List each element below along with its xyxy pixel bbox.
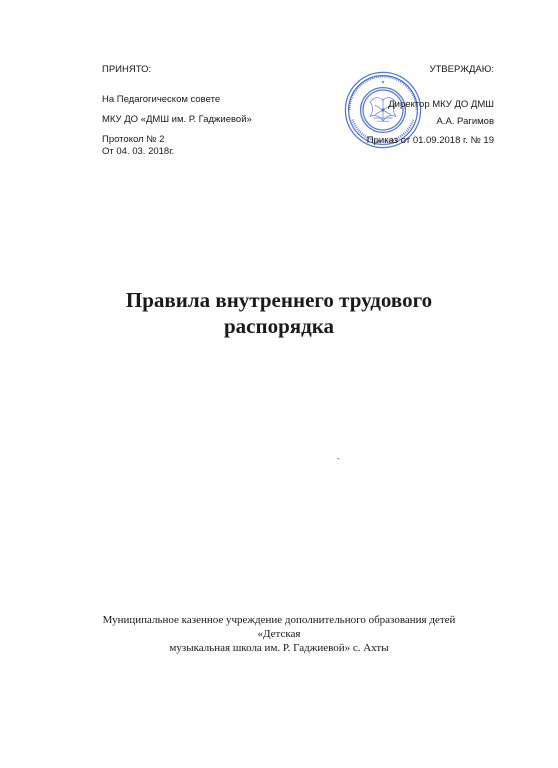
stray-mark: -: [337, 454, 340, 463]
footer-line-1: Муниципальное казенное учреждение дополнительного образования детей «Детская: [102, 614, 456, 640]
order-line: Приказ от 01.09.2018 г. № 19: [366, 135, 494, 146]
institution-name: [90, 613, 468, 655]
council-line: На Педагогическом совете: [102, 94, 221, 105]
school-line: МКУ ДО «ДМШ им. Р. Гаджиевой»: [102, 114, 252, 125]
title-line-2: распорядка: [223, 314, 335, 338]
date-line: От 04. 03. 2018г.: [102, 146, 175, 157]
director-line: Директор МКУ ДО ДМШ: [388, 99, 494, 110]
title-line-1: Правила внутреннего трудового: [125, 288, 433, 312]
accepted-heading: ПРИНЯТО:: [102, 64, 152, 75]
protocol-line: Протокол № 2: [102, 134, 165, 145]
approval-block-accepted: [102, 64, 272, 158]
footer-line-2: музыкальная школа им. Р. Гаджиевой» с. Ахты: [169, 642, 389, 654]
document-title: [60, 287, 498, 339]
approved-heading: УТВЕРЖДАЮ:: [429, 64, 494, 75]
director-name: А.А. Рагимов: [436, 116, 494, 127]
